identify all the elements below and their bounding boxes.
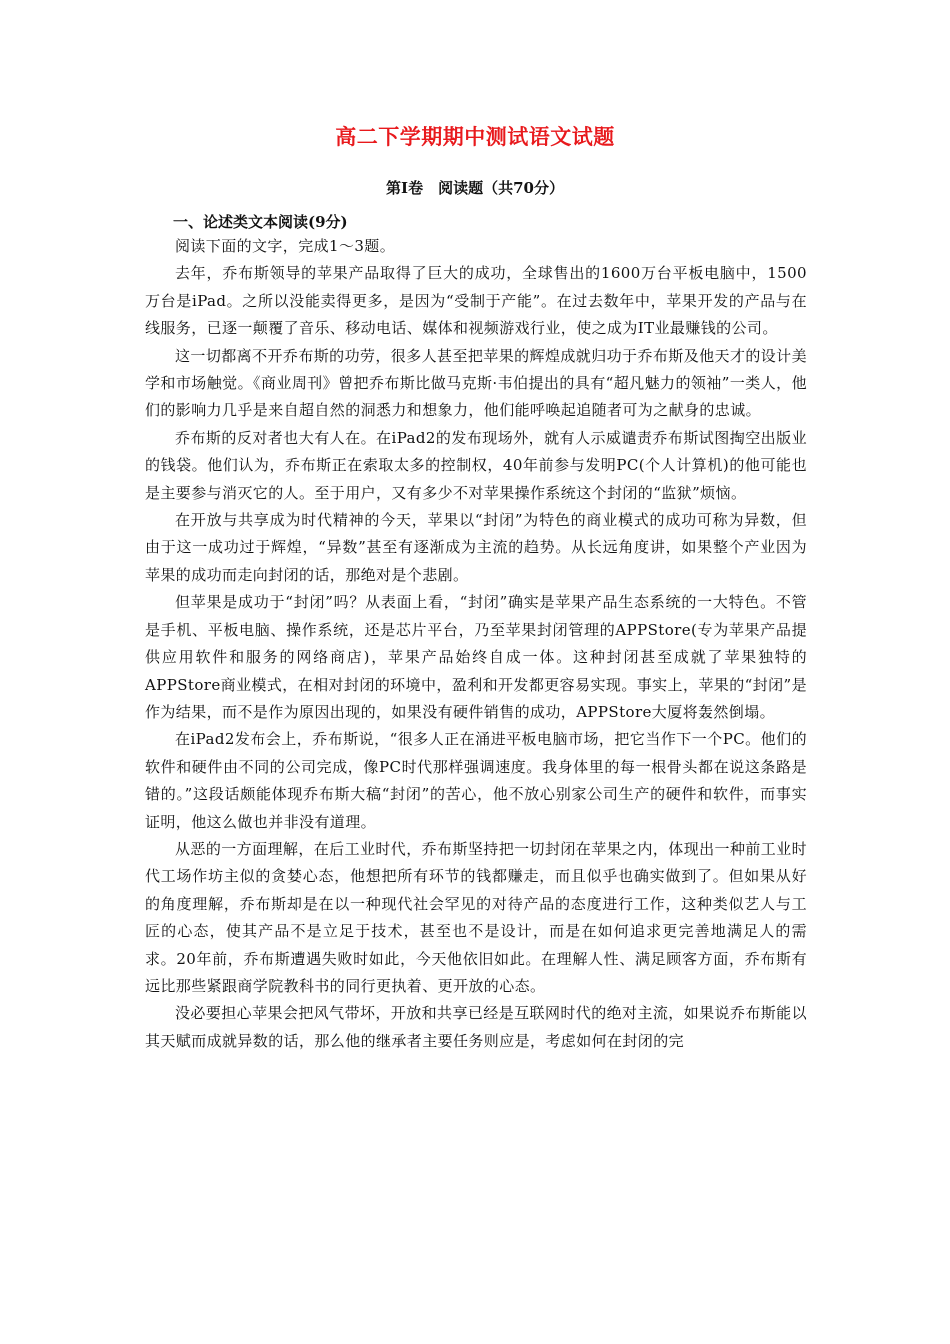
paragraph: 去年，乔布斯领导的苹果产品取得了巨大的成功，全球售出的1600万台平板电脑中，1500万台是iPad。之所以没能卖得更多，是因为“受制于产能”。在过去数年中，苹果开发的产品与在线服务，已逐一颠覆了音乐、移动电话、媒体和视频游戏行业，使之成为IT业最赚钱的公司。 [145, 264, 807, 338]
document-title: 高二下学期期中测试语文试题 [335, 124, 615, 149]
paragraph: 乔布斯的反对者也大有人在。在iPad2的发布现场外，就有人示威谴责乔布斯试图掏空出版业的钱袋。他们认为，乔布斯正在索取太多的控制权，40年前参与发明PC(个人计算机)的他可能也是主要参与消灭它的人。至于用户，又有多少不对苹果操作系统这个封闭的“监狱”烦恼。 [145, 428, 807, 502]
paragraph: 这一切都离不开乔布斯的功劳，很多人甚至把苹果的辉煌成就归功于乔布斯及他天才的设计美学和市场触觉。《商业周刊》曾把乔布斯比做马克斯·韦伯提出的具有“超凡魅力的领袖”一类人，他们的影响力几乎是来自超自然的洞悉力和想象力，他们能呼唤起追随者可为之献身的忠诚。 [145, 346, 807, 420]
paragraph: 但苹果是成功于“封闭”吗？从表面上看，“封闭”确实是苹果产品生态系统的一大特色。不管是手机、平板电脑、操作系统，还是芯片平台，乃至苹果封闭管理的APPStore(专为苹果产品提供应用软件和服务的网络商店)，苹果产品始终自成一体。这种封闭甚至成就了苹果独特的APPStore商业模式，在相对封闭的环境中，盈利和开发都更容易实现。事实上，苹果的“封闭”是作为结果，而不是作为原因出现的，如果没有硬件销售的成功，APPStore大厦将轰然倒塌。 [145, 593, 807, 721]
paragraph: 在iPad2发布会上，乔布斯说，“很多人正在涌进平板电脑市场，把它当作下一个PC。他们的软件和硬件由不同的公司完成，像PC时代那样强调速度。我身体里的每一根骨头都在说这条路是错的。”这段话颇能体现乔布斯大稿“封闭”的苦心，他不放心别家公司生产的硬件和软件，而事实证明，他这么做也并非没有道理。 [145, 730, 807, 831]
paragraph: 没必要担心苹果会把风气带坏，开放和共享已经是互联网时代的绝对主流，如果说乔布斯能以其天赋而成就异数的话，那么他的继承者主要任务则应是，考虑如何在封闭的完 [145, 1004, 807, 1050]
paragraph-instruction: 阅读下面的文字，完成1～3题。 [175, 237, 396, 255]
reading-passage [145, 233, 807, 1055]
part-title: 一、论述类文本阅读(9分) [173, 213, 348, 231]
section-header: 第Ⅰ卷 阅读题（共70分） [386, 179, 564, 197]
paragraph: 在开放与共享成为时代精神的今天，苹果以“封闭”为特色的商业模式的成功可称为异数，但由于这一成功过于辉煌，“异数”甚至有逐渐成为主流的趋势。从长远角度讲，如果整个产业因为苹果的成功而走向封闭的话，那绝对是个悲剧。 [145, 511, 807, 584]
paragraph: 从恶的一方面理解，在后工业时代，乔布斯坚持把一切封闭在苹果之内，体现出一种前工业时代工场作坊主似的贪婪心态，他想把所有环节的钱都赚走，而且似乎也确实做到了。但如果从好的角度理解，乔布斯却是在以一种现代社会罕见的对待产品的态度进行工作，这种类似艺人与工匠的心态，使其产品不是立足于技术，甚至也不是设计，而是在如何追求更完善地满足人的需求。20年前，乔布斯遭遇失败时如此，今天他依旧如此。在理解人性、满足顾客方面，乔布斯有远比那些紧跟商学院教科书的同行更执着、更开放的心态。 [145, 839, 807, 995]
